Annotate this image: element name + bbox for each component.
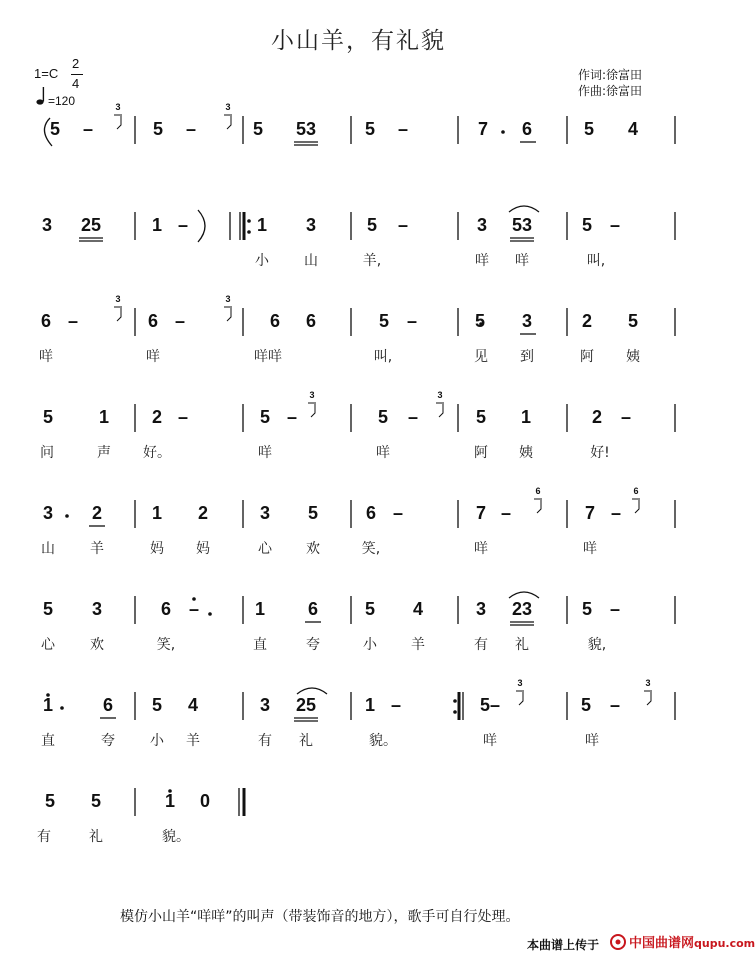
grace-note-flag [117,308,121,321]
lyric-syllable: 有 [474,637,488,653]
jianpu-note: 5 [42,599,54,619]
jianpu-note: 1 [151,503,163,523]
jianpu-note: 1 [164,791,176,811]
jianpu-note: 5 [152,119,164,139]
jianpu-note: – [406,311,418,331]
lyric-syllable: 小 [150,733,164,749]
jianpu-note: 25 [295,695,317,715]
grace-note-label: 3 [115,102,121,112]
lyric-syllable: 到 [520,349,534,365]
jianpu-note: 1 [364,695,376,715]
jianpu-note: 5 [151,695,163,715]
jianpu-note: 7 [477,119,489,139]
grace-note-label: 3 [645,678,651,688]
repeat-dot [453,710,457,714]
key-signature: 1=C [34,66,59,81]
grace-note-label: 3 [225,102,231,112]
lyric-syllable: 欢 [306,541,320,557]
jianpu-note: 1 [520,407,532,427]
grace-note-label: 6 [535,486,541,496]
lyric-syllable: 见 [474,349,488,365]
lyricist-credit: 作词:徐富田 [578,68,643,82]
logo-url: qupu.com [694,937,755,950]
augmentation-dot [60,706,64,710]
song-title: 小山羊，有礼貌 [271,28,446,54]
jianpu-note: 5 [583,119,595,139]
lyric-syllable: 小 [363,637,377,653]
lyric-syllable: 咩 [475,253,489,269]
lyric-syllable: 叫, [373,349,393,365]
jianpu-note: – [609,599,621,619]
jianpu-note: 5 [364,119,376,139]
jianpu-note: 6 [147,311,159,331]
jianpu-note: 6 [307,599,319,619]
source-label: 本曲谱上传于 [527,938,600,952]
jianpu-note: 3 [305,215,317,235]
grace-note-label: 6 [633,486,639,496]
jianpu-note: 5 [581,215,593,235]
jianpu-note: 1 [256,215,268,235]
grace-note-flag [227,116,231,129]
augmentation-dot [65,514,69,518]
jianpu-note: 6 [521,119,533,139]
slur-arc [198,210,205,242]
jianpu-note: 25 [80,215,102,235]
jianpu-note: 6 [160,599,172,619]
lyric-syllable: 笑, [156,637,176,653]
grace-note-flag [537,500,541,513]
lyric-syllable: 直 [41,733,55,749]
jianpu-note: – [500,503,512,523]
logo-text [629,932,755,951]
repeat-dot [453,699,457,703]
lyric-syllable: 羊, [362,253,382,269]
augmentation-dot [208,612,212,616]
lyric-syllable: 心 [258,541,272,557]
jianpu-note: – [397,119,409,139]
slur-arc [509,592,539,598]
jianpu-note: – [188,599,200,619]
jianpu-note: 5 [581,599,593,619]
lyric-syllable: 羊 [411,637,425,653]
lyric-syllable: 夸 [306,637,320,653]
time-signature-top: 2 [72,56,80,71]
jianpu-note: 6 [365,503,377,523]
lyric-syllable: 妈 [150,541,164,557]
jianpu-note: 3 [91,599,103,619]
jianpu-note: 2 [591,407,603,427]
logo-icon [610,934,626,950]
lyric-syllable: 貌, [587,637,607,653]
lyric-syllable: 声 [97,445,111,461]
lyric-syllable: 好。 [143,445,171,461]
jianpu-note: – [177,407,189,427]
repeat-dot [247,219,251,223]
lyric-syllable: 咩 [474,541,488,557]
time-signature-bottom: 4 [72,76,80,91]
jianpu-note: 3 [521,311,533,331]
jianpu-note: 53 [295,119,317,139]
jianpu-note: 3 [476,215,488,235]
jianpu-note: – [67,311,79,331]
lyric-syllable: 小 [255,253,269,269]
jianpu-note: 0 [199,791,211,811]
lyric-syllable: 山 [304,253,318,269]
lyric-syllable: 直 [253,637,267,653]
lyric-syllable: 咩 [39,349,53,365]
lyric-syllable: 笑, [361,541,381,557]
lyric-syllable: 咩 [146,349,160,365]
grace-note-label: 3 [115,294,121,304]
grace-note-label: 3 [517,678,523,688]
jianpu-note: – [407,407,419,427]
jianpu-note: 5 [42,407,54,427]
lyric-syllable: 夸 [101,733,115,749]
jianpu-note: 5 [252,119,264,139]
grace-note-flag [647,692,651,705]
jianpu-note: – [82,119,94,139]
jianpu-note: – [174,311,186,331]
lyric-syllable: 心 [41,637,55,653]
performance-note: 模仿小山羊“咩咩”的叫声（带装饰音的地方），歌手可自行处理。 [120,909,520,925]
jianpu-note: 3 [41,215,53,235]
grace-note-flag [117,116,121,129]
jianpu-note: 3 [259,695,271,715]
lyric-syllable: 咩 [376,445,390,461]
jianpu-note: 5 [44,791,56,811]
jianpu-note: 6 [102,695,114,715]
tempo-marking: =120 [48,94,76,108]
lyric-syllable: 问 [40,445,54,461]
jianpu-note: 6 [40,311,52,331]
jianpu-note: 5 [366,215,378,235]
jianpu-note: – [397,215,409,235]
jianpu-note: 6 [269,311,281,331]
grace-note-flag [227,308,231,321]
jianpu-note: 2 [197,503,209,523]
lyric-syllable: 叫, [586,253,606,269]
lyric-syllable: 咩 [585,733,599,749]
jianpu-note: – [620,407,632,427]
jianpu-note: 5 [474,311,486,331]
jianpu-note: 7 [584,503,596,523]
grace-note-flag [311,404,315,417]
jianpu-note: 5 [627,311,639,331]
jianpu-note: – [610,503,622,523]
jianpu-note: 2 [581,311,593,331]
jianpu-note: 23 [511,599,533,619]
lyric-syllable: 礼 [89,829,103,845]
lyric-syllable: 咩 [583,541,597,557]
lyric-syllable: 咩 [483,733,497,749]
lyric-syllable: 羊 [186,733,200,749]
lyric-syllable: 有 [258,733,272,749]
jianpu-note: 6 [305,311,317,331]
jianpu-note: 3 [42,503,54,523]
grace-note-label: 3 [225,294,231,304]
jianpu-note: – [390,695,402,715]
jianpu-note: 4 [412,599,424,619]
jianpu-note: 5 [377,407,389,427]
lyric-syllable: 礼 [515,637,529,653]
jianpu-note: 3 [259,503,271,523]
lyric-syllable: 礼 [299,733,313,749]
jianpu-note: 4 [187,695,199,715]
jianpu-note: – [185,119,197,139]
lyric-syllable: 妈 [196,541,210,557]
lyric-syllable: 阿 [580,349,594,365]
lyric-syllable: 好! [590,445,610,461]
jianpu-note: – [609,215,621,235]
lyric-syllable: 貌。 [369,733,397,749]
lyric-syllable: 貌。 [162,829,190,845]
jianpu-note: 5 [378,311,390,331]
jianpu-note: – [609,695,621,715]
lyric-syllable: 阿 [474,445,488,461]
grace-note-flag [635,500,639,513]
lyric-syllable: 姨 [519,445,533,461]
jianpu-note: 5 [259,407,271,427]
grace-note-label: 3 [309,390,315,400]
augmentation-dot [501,130,505,134]
jianpu-note: – [177,215,189,235]
lyric-syllable: 山 [41,541,55,557]
jianpu-note: 1 [151,215,163,235]
jianpu-note: 5 [475,407,487,427]
grace-note-flag [519,692,523,705]
jianpu-note: 5– [479,695,501,715]
jianpu-note: 3 [475,599,487,619]
jianpu-note: 5 [90,791,102,811]
jianpu-note: 2 [91,503,103,523]
logo-name: 中国曲谱网 [629,936,695,951]
slur-arc [509,206,539,212]
jianpu-note: 5 [580,695,592,715]
lyric-syllable: 姨 [626,349,640,365]
jianpu-note: 2 [151,407,163,427]
jianpu-note: 1 [42,695,54,715]
jianpu-note: 1 [98,407,110,427]
lyric-syllable: 羊 [90,541,104,557]
jianpu-note: 5 [364,599,376,619]
slur-arc [297,688,327,694]
jianpu-note: 4 [627,119,639,139]
lyric-syllable: 咩 [515,253,529,269]
jianpu-note: – [286,407,298,427]
grace-note-flag [439,404,443,417]
jianpu-note: 5 [49,119,61,139]
jianpu-note: 1 [254,599,266,619]
site-logo [610,932,755,951]
jianpu-note: 53 [511,215,533,235]
lyric-syllable: 咩咩 [254,349,282,365]
jianpu-note: – [392,503,404,523]
grace-note-label: 3 [437,390,443,400]
composer-credit: 作曲:徐富田 [578,84,643,98]
repeat-dot [247,230,251,234]
jianpu-note: 5 [307,503,319,523]
jianpu-note: 7 [475,503,487,523]
lyric-syllable: 有 [37,829,51,845]
lyric-syllable: 欢 [90,637,104,653]
lyric-syllable: 咩 [258,445,272,461]
